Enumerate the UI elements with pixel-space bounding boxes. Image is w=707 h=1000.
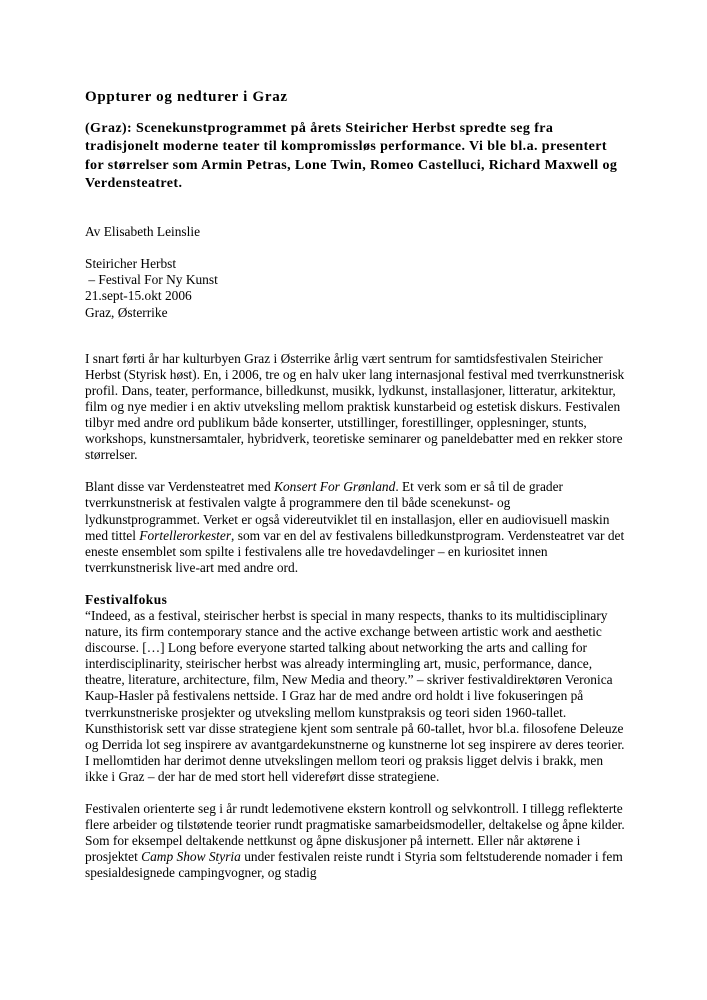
text-run: Festivalen orienterte seg i år rundt ledemotivene ekstern kontroll og selvkontroll. I tillegg reflekterte flere arbeider og tilstøtende teorier rundt pragmatiske samarbeidsmodeller, deltakelse og åpne kilder. Som for eksempel deltakende nettkunst og åpne diskusjoner på internett. Eller når aktørene i prosjektet [85, 801, 625, 865]
italic-text-run: Konsert For Grønland [274, 479, 396, 495]
festival-info [85, 256, 625, 320]
italic-text-run: Fortellerorkester [139, 527, 232, 543]
festival-info-line: 21.sept-15.okt 2006 [85, 288, 192, 304]
festival-info-line: Steiricher Herbst [85, 256, 177, 272]
body-paragraph [85, 801, 625, 881]
text-run: , som var en del av festivalens billedkunstprogram. Verdensteatret var det eneste ensemblet som spilte i festivalens alle tre hovedavdelinger – en kuriositet innen tverrkunstnerisk live-art med andre ord. [85, 527, 625, 575]
article-title: Oppturer og nedturer i Graz [85, 89, 288, 105]
italic-text-run: Camp Show Styria [141, 849, 241, 865]
article-body [85, 351, 625, 882]
text-run: I snart førti år har kulturbyen Graz i Østerrike årlig vært sentrum for samtidsfestivalen Steiricher Herbst (Styrisk høst). En, i 2006, tre og en halv uker lang internasjonal festival med tverrkunstnerisk profil. Dans, teater, performance, billedkunst, musikk, lydkunst, installasjoner, litteratur, arkitektur, film og nye medier i en aktiv utveksling mellom praktisk kunstarbeid og estetisk diskurs. Festivalen tilbyr med andre ord publikum både konserter, utstillinger, forestillinger, opplesninger, stunts, workshops, kunstnersamtaler, hybridverk, teoretiske seminarer og paneldebatter med en rekker store størrelser. [85, 350, 625, 463]
text-run: Blant disse var Verdensteatret med [85, 479, 275, 495]
text-run: . Et verk som er så til de grader tverrkunstnerisk at festivalen valgte å programmere den til både scenekunst- og lydkunstprogrammet. Verket er også videreutviklet til en installasjon, eller en audiovisuell maskin med tittel [85, 479, 610, 543]
article-byline: Av Elisabeth Leinslie [85, 224, 201, 240]
text-run: under festivalen reiste rundt i Styria som feltstuderende nomader i fem spesialdesignede campingvogner, og stadig [85, 849, 623, 881]
body-paragraph [85, 608, 625, 785]
article-lead: (Graz): Scenekunstprogrammet på årets Steiricher Herbst spredte seg fra tradisjonelt moderne teater til kompromissløs performance. Vi ble bl.a. presentert for størrelser som Armin Petras, Lone Twin, Romeo Castelluci, Richard Maxwell og Verdensteatret. [85, 121, 618, 191]
festival-info-line: – Festival For Ny Kunst [85, 272, 218, 288]
body-paragraph [85, 351, 625, 464]
section-heading [85, 592, 625, 608]
text-run: “Indeed, as a festival, steirischer herbst is special in many respects, thanks to its multidisciplinary nature, its firm contemporary stance and the active exchange between artistic work and aesthetic discourse. […] Long before everyone started talking about networking the arts and calling for interdisciplinarity, steirischer herbst was already intermingling art, music, performance, dance, theatre, literature, architecture, film, New Media and theory.” – skriver festivaldirektøren Veronica Kaup-Hasler på festivalens nettside. I Graz har de med andre ord holdt i live fokuseringen på tverrkunstneriske prosjekter og utveksling mellom kunstpraksis og teori siden 1960-tallet. Kunsthistorisk sett var disse strategiene kjent som sentrale på 60-tallet, hvor bl.a. filosofene Deleuze og Derrida lot seg inspirere av avantgardekunstnerne og kunstnerne lot seg inspirere av deres teorier. I mellomtiden har derimot denne utvekslingen mellom teori og praksis ligget delvis i brakk, men ikke i Graz – der har de med stort hell videreført disse strategiene. [85, 607, 625, 784]
festival-info-line: Graz, Østerrike [85, 304, 168, 320]
body-paragraph [85, 479, 625, 576]
text-run: Festivalfokus [85, 591, 168, 607]
